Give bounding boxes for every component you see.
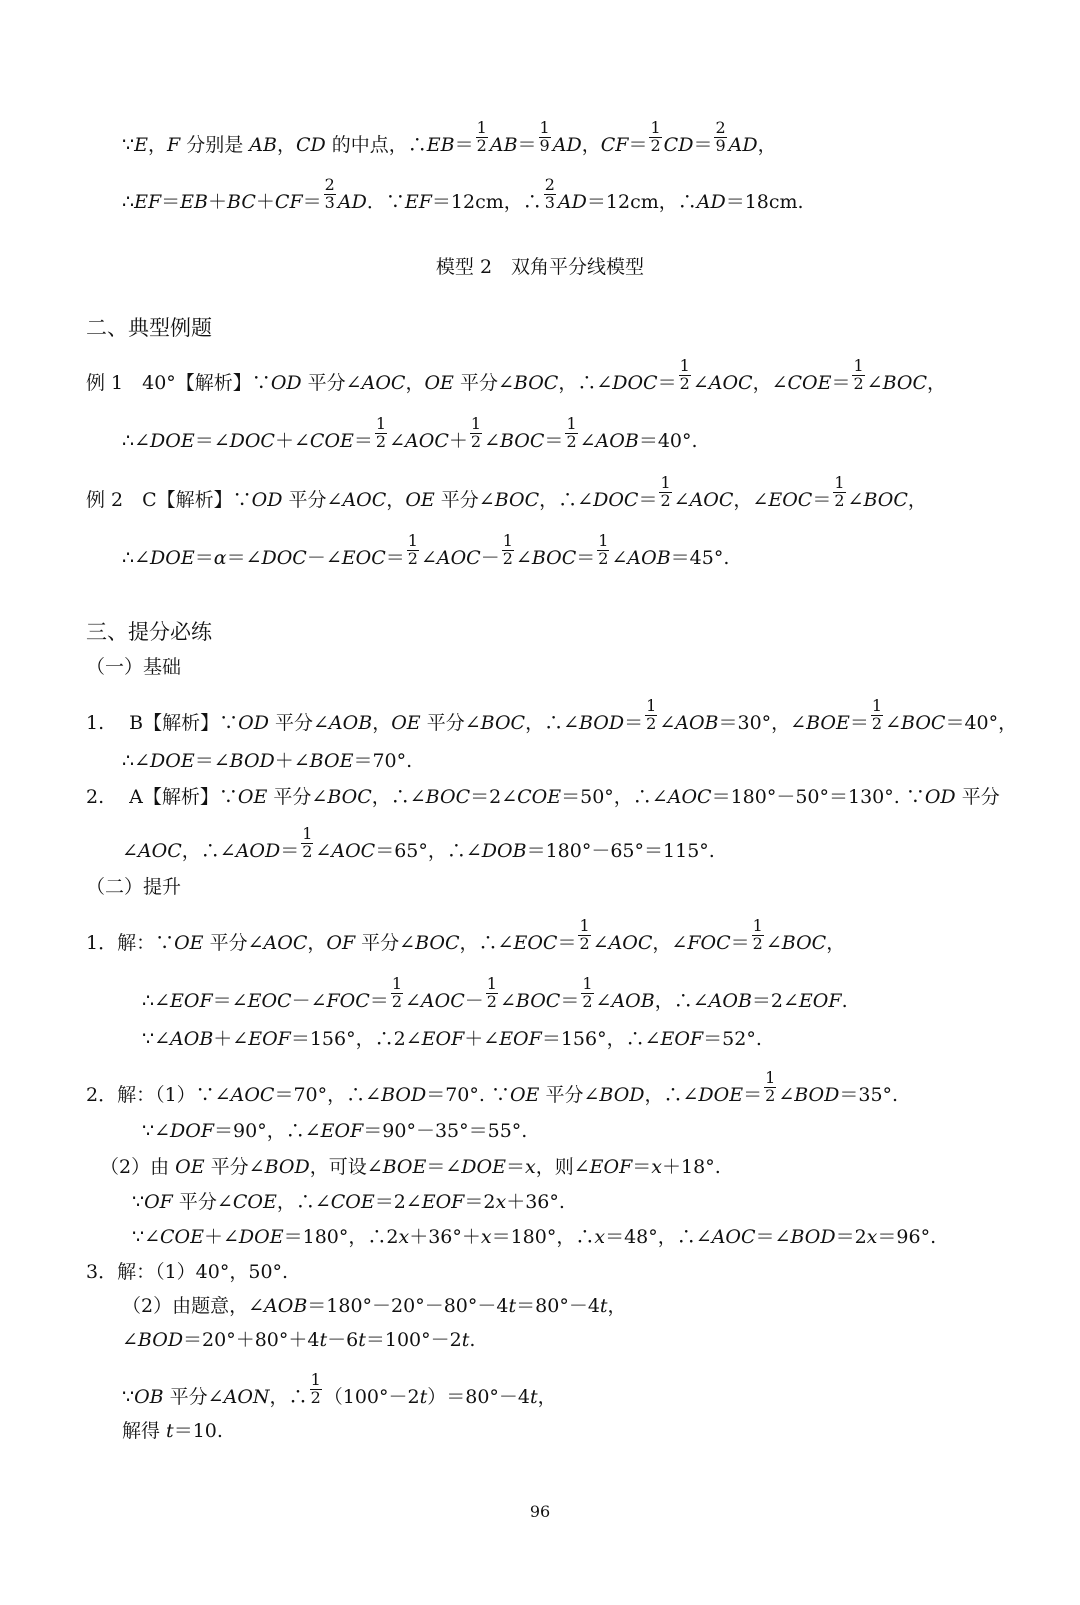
text-line: 3．解：（1）40°，50°.: [86, 1261, 289, 1283]
fraction: $\frac{1}{2}$: [470, 414, 482, 451]
section-title: 模型 2 双角平分线模型: [435, 256, 645, 278]
text-line: 1．解：∵OE 平分∠AOC，OF 平分∠BOC，∴∠EOC＝ $\frac{1}{2}$ ∠AOC，∠FOC＝ $\frac{1}{2}$ ∠BOC，: [86, 916, 846, 954]
fraction: $\frac{2}{9}$: [715, 118, 726, 155]
fraction: $\frac{1}{2}$: [486, 974, 497, 1011]
text-line: ∠AOC，∴∠AOD＝ $\frac{1}{2}$ ∠AOC＝65°，∴∠DOB＝180°－65°＝115°.: [122, 824, 715, 862]
fraction: $\frac{2}{3}$: [544, 175, 555, 212]
fraction: $\frac{1}{2}$: [375, 414, 387, 451]
heading-examples: 二、典型例题: [86, 316, 212, 340]
fraction: $\frac{1}{2}$: [598, 531, 609, 568]
text-line: ∴∠DOE＝α＝∠DOC－∠EOC＝ $\frac{1}{2}$ ∠AOC－ $\frac{1}{2}$ ∠BOC＝ $\frac{1}{2}$ ∠AOB＝45°.: [122, 531, 730, 569]
fraction: $\frac{1}{2}$: [765, 1068, 776, 1105]
text-line: ∴∠EOF＝∠EOC－∠FOC＝ $\frac{1}{2}$ ∠AOC－ $\frac{1}{2}$ ∠BOC＝ $\frac{1}{2}$ ∠AOB，∴∠AOB＝2∠EOF.: [142, 974, 848, 1012]
text-line: 1. B【解析】∵OD 平分∠AOB，OE 平分∠BOC，∴∠BOD＝ $\frac{1}{2}$ ∠AOB＝30°，∠BOE＝ $\frac{1}{2}$ ∠BOC＝40°，: [86, 696, 1018, 734]
text-line: ∵OF 平分∠COE，∴∠COE＝2∠EOF＝2x＋36°.: [132, 1191, 565, 1213]
fraction: $\frac{1}{2}$: [391, 974, 402, 1011]
fraction: $\frac{1}{2}$: [566, 414, 577, 451]
text-line: 2．解：（1）∵∠AOC＝70°，∴∠BOD＝70°. ∵OE 平分∠BOD，∴∠DOE＝ $\frac{1}{2}$ ∠BOD＝35°.: [86, 1068, 899, 1106]
fraction: $\frac{1}{2}$: [579, 916, 590, 953]
fraction: $\frac{1}{2}$: [302, 824, 313, 861]
fraction: $\frac{1}{2}$: [834, 473, 845, 510]
heading-practice: 三、提分必练: [86, 620, 212, 644]
fraction: $\frac{1}{2}$: [407, 531, 418, 568]
text-line: 例 1 40°【解析】∵OD 平分∠AOC，OE 平分∠BOC，∴∠DOC＝ $\frac{1}{2}$ ∠AOC，∠COE＝ $\frac{1}{2}$ ∠BOC，: [86, 356, 947, 394]
text-line: （2）由 OE 平分∠BOD，可设∠BOE＝∠DOE＝x，则∠EOF＝x＋18°.: [100, 1156, 721, 1178]
fraction: $\frac{1}{2}$: [871, 696, 883, 733]
text-line: ∵OB 平分∠AON，∴ $\frac{1}{2}$ （100°－2t）＝80°－4t，: [122, 1370, 557, 1408]
text-line: ∴∠DOE＝∠BOD＋∠BOE＝70°.: [122, 750, 413, 772]
page-number: 96: [529, 1502, 551, 1521]
text-line: ∵E，F 分别是 AB，CD 的中点，∴EB＝ $\frac{1}{2}$ AB＝ $\frac{1}{9}$ AD，CF＝ $\frac{1}{2}$ CD＝ $\frac{2}{9}$ AD，: [122, 118, 777, 156]
text-line: ∵∠AOB＋∠EOF＝156°，∴2∠EOF＋∠EOF＝156°，∴∠EOF＝52°.: [142, 1028, 762, 1050]
fraction: $\frac{2}{3}$: [324, 175, 335, 212]
fraction: $\frac{1}{2}$: [660, 473, 671, 510]
fraction: $\frac{1}{2}$: [502, 531, 513, 568]
text-line: ∴EF＝EB＋BC＋CF＝ $\frac{2}{3}$ AD．∵EF＝12cm，∴ $\frac{2}{3}$ AD＝12cm，∴AD＝18cm.: [122, 175, 804, 213]
subheading-basic: （一）基础: [86, 656, 182, 678]
fraction: $\frac{1}{9}$: [539, 118, 550, 155]
fraction: $\frac{1}{2}$: [853, 356, 864, 393]
fraction: $\frac{1}{2}$: [646, 696, 657, 733]
text-line: ∠BOD＝20°＋80°＋4t－6t＝100°－2t.: [122, 1329, 476, 1351]
text-line: 2. A【解析】∵OE 平分∠BOC，∴∠BOC＝2∠COE＝50°，∴∠AOC＝180°－50°＝130°. ∵OD 平分: [86, 786, 1000, 808]
subheading-advanced: （二）提升: [86, 876, 182, 898]
fraction: $\frac{1}{2}$: [650, 118, 661, 155]
fraction: $\frac{1}{2}$: [582, 974, 593, 1011]
text-line: （2）由题意，∠AOB＝180°－20°－80°－4t＝80°－4t，: [122, 1295, 627, 1317]
fraction: $\frac{1}{2}$: [679, 356, 690, 393]
text-line: ∴∠DOE＝∠DOC＋∠COE＝ $\frac{1}{2}$ ∠AOC＋ $\frac{1}{2}$ ∠BOC＝ $\frac{1}{2}$ ∠AOB＝40°.: [122, 414, 698, 452]
text-line: 例 2 C【解析】∵OD 平分∠AOC，OE 平分∠BOC，∴∠DOC＝ $\frac{1}{2}$ ∠AOC，∠EOC＝ $\frac{1}{2}$ ∠BOC，: [86, 473, 927, 511]
fraction: $\frac{1}{2}$: [476, 118, 487, 155]
text-line: 解得 t＝10.: [122, 1420, 223, 1442]
fraction: $\frac{1}{2}$: [752, 916, 763, 953]
text-line: ∵∠DOF＝90°，∴∠EOF＝90°－35°＝55°.: [142, 1120, 528, 1142]
text-line: ∵∠COE＋∠DOE＝180°，∴2x＋36°＋x＝180°，∴x＝48°，∴∠AOC＝∠BOD＝2x＝96°.: [132, 1226, 937, 1248]
fraction: $\frac{1}{2}$: [310, 1370, 321, 1407]
